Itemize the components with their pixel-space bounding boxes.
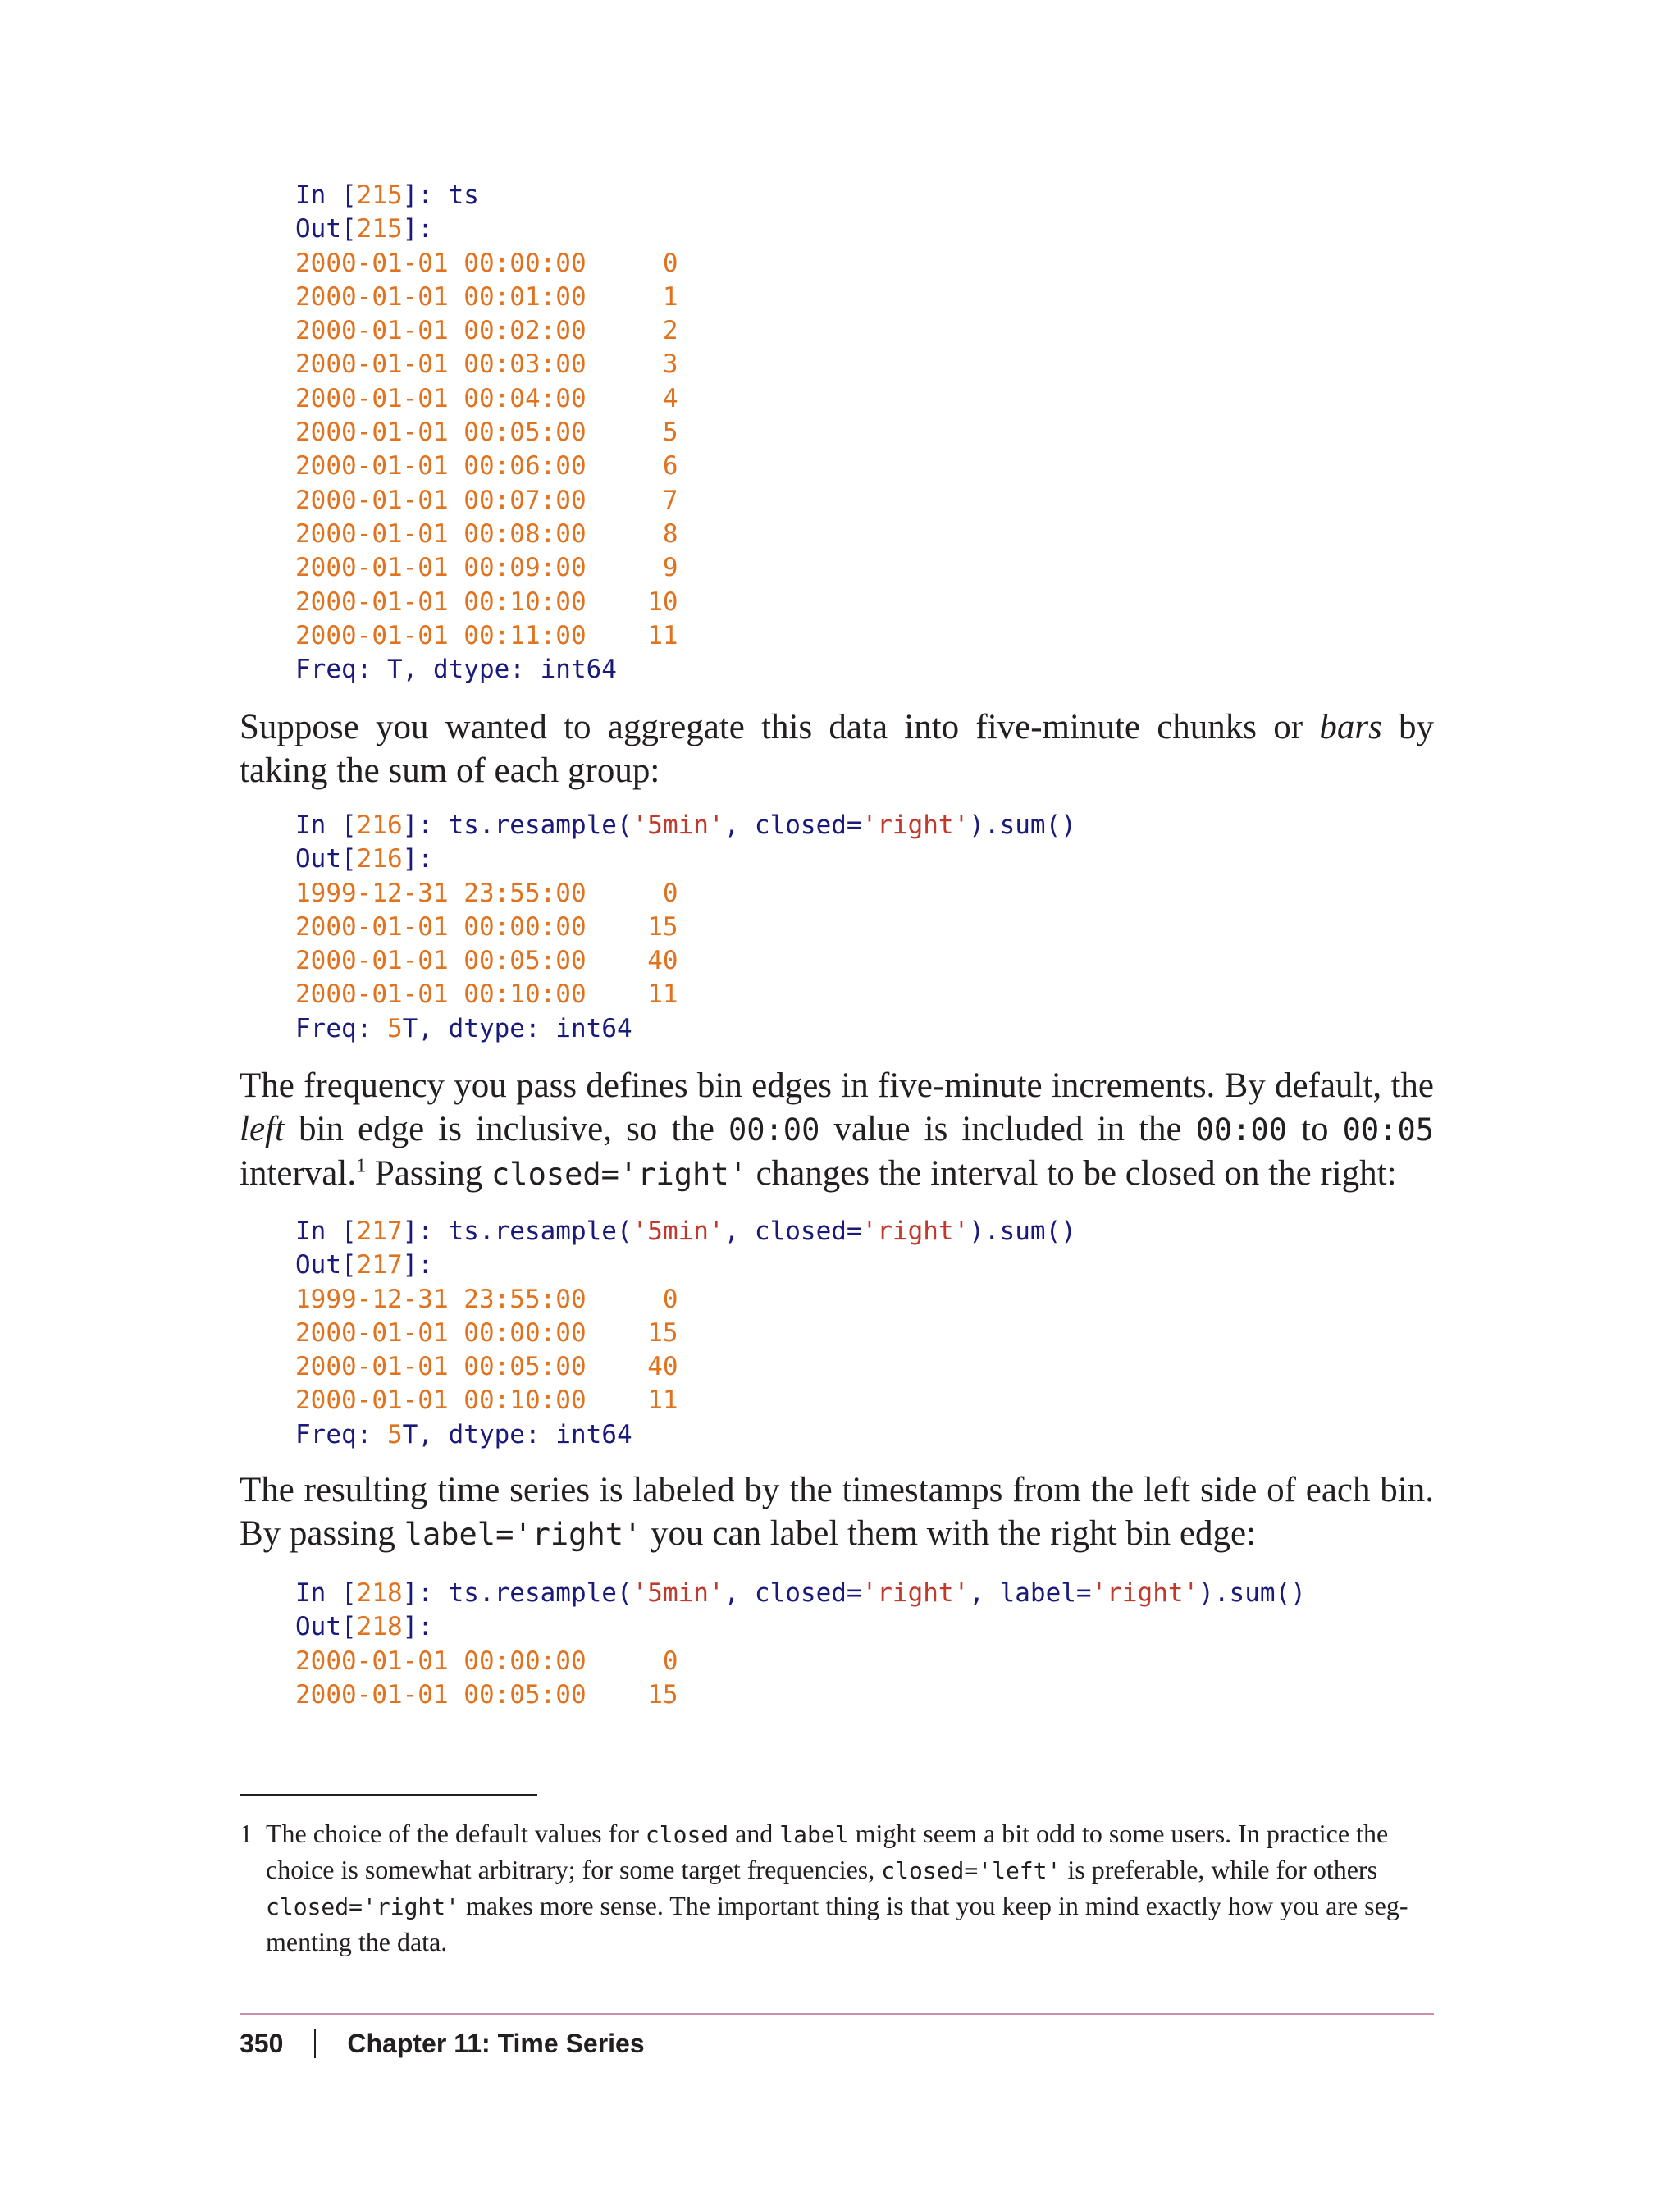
code-line <box>295 1645 1306 1678</box>
code-token: In [ <box>295 180 357 210</box>
code-token: 2000-01-01 00:09:00 9 <box>295 553 678 583</box>
code-line <box>295 212 678 246</box>
code-token: '5min' <box>632 1578 724 1608</box>
code-line <box>295 518 678 551</box>
code-token: ]: <box>402 214 433 244</box>
code-token: ).sum() <box>1198 1578 1306 1608</box>
code-token: 2000-01-01 00:02:00 2 <box>295 316 678 346</box>
code-line <box>295 1283 1076 1317</box>
code-token: 2000-01-01 00:07:00 7 <box>295 485 678 515</box>
inline-code: label='right' <box>404 1517 642 1552</box>
code-token: 2000-01-01 00:04:00 4 <box>295 383 678 413</box>
code-token: In [ <box>295 810 357 840</box>
code-token: In [ <box>295 1578 357 1608</box>
page-number: 350 <box>240 2028 284 2058</box>
code-line <box>295 586 678 619</box>
code-token: 2000-01-01 00:05:00 40 <box>295 946 678 976</box>
code-token: 215 <box>356 180 403 210</box>
inline-code: closed='right' <box>266 1893 460 1920</box>
code-token: 2000-01-01 00:10:00 10 <box>295 587 678 617</box>
code-token: In [ <box>295 1217 357 1246</box>
inline-code: 00:00 <box>728 1112 820 1148</box>
code-line <box>295 450 678 483</box>
code-token: 2000-01-01 00:10:00 11 <box>295 1386 678 1416</box>
code-token: ]: ts.resample( <box>402 1217 632 1246</box>
code-token: ]: ts <box>402 180 479 210</box>
code-token: Out[ <box>295 1612 357 1642</box>
code-token: 2000-01-01 00:08:00 8 <box>295 518 678 549</box>
code-token: 217 <box>356 1217 403 1246</box>
footnote-reference: 1 <box>356 1155 367 1177</box>
code-token: 2000-01-01 00:05:00 40 <box>295 1352 678 1382</box>
inline-code: closed='right' <box>491 1157 747 1192</box>
code-block-in-216 <box>295 809 1076 1046</box>
code-token: 2000-01-01 00:00:00 15 <box>295 1317 678 1348</box>
code-token: 218 <box>356 1578 403 1608</box>
text-run: by taking the sum of each group: <box>240 708 1435 790</box>
text-run: bars <box>1319 708 1382 746</box>
code-token: '5min' <box>632 1217 724 1246</box>
code-line <box>295 944 1076 978</box>
code-line <box>295 314 678 348</box>
code-line <box>295 1384 1076 1418</box>
code-token: 217 <box>356 1250 403 1281</box>
text-run: The resulting time series is labeled by the timestamps from the left side of each bin. By passing <box>240 1471 1434 1553</box>
inline-code: closed='left' <box>881 1857 1061 1884</box>
code-line <box>295 1610 1306 1644</box>
code-line <box>295 1678 1306 1712</box>
code-token: 2000-01-01 00:11:00 11 <box>295 620 678 651</box>
code-token: , closed= <box>724 1217 862 1246</box>
code-line <box>295 1418 1076 1452</box>
footnote <box>240 1816 1434 1960</box>
code-block-in-217 <box>295 1215 1076 1452</box>
code-token: Out[ <box>295 844 357 874</box>
inline-code: label <box>779 1821 849 1848</box>
page-footer <box>240 2023 645 2064</box>
code-token: ]: <box>402 1612 433 1642</box>
code-token: Freq: T, dtype: int64 <box>295 655 617 685</box>
footer-separator <box>314 2029 316 2058</box>
code-token: ).sum() <box>969 1217 1076 1246</box>
code-token: 'right' <box>861 1217 970 1246</box>
code-token: 2000-01-01 00:05:00 5 <box>295 418 678 448</box>
code-token: Freq: <box>295 1419 387 1449</box>
text-run: bin edge is inclusive, so the <box>284 1110 728 1148</box>
code-token: Out[ <box>295 1250 357 1281</box>
code-block-in-218 <box>295 1577 1306 1712</box>
code-token: 'right' <box>861 810 970 840</box>
code-line <box>295 809 1076 842</box>
inline-code: 00:05 <box>1342 1112 1435 1148</box>
code-token: ).sum() <box>969 810 1076 840</box>
code-token: Out[ <box>295 214 357 244</box>
code-token: 'right' <box>1091 1578 1199 1608</box>
code-token: 215 <box>356 214 403 244</box>
code-line <box>295 978 1076 1011</box>
code-line <box>295 1012 1076 1046</box>
code-token: 2000-01-01 00:06:00 6 <box>295 451 678 482</box>
code-line <box>295 416 678 450</box>
text-run: is preferable, while for others <box>1061 1855 1378 1884</box>
code-line <box>295 1249 1076 1282</box>
code-token: , closed= <box>724 1578 862 1608</box>
paragraph-bin-edges <box>240 1064 1434 1196</box>
code-line <box>295 911 1076 944</box>
code-token: ]: ts.resample( <box>402 810 632 840</box>
code-token: 'right' <box>861 1578 970 1608</box>
code-token: Freq: <box>295 1013 387 1043</box>
code-line <box>295 1215 1076 1249</box>
code-token: 2000-01-01 00:10:00 11 <box>295 979 678 1010</box>
text-run: The frequency you pass defines bin edges in five-minute increments. By default, the <box>240 1066 1434 1105</box>
code-token: 1999-12-31 23:55:00 0 <box>295 878 678 908</box>
code-line <box>295 179 678 212</box>
text-run: and <box>728 1819 780 1848</box>
code-token: 2000-01-01 00:00:00 0 <box>295 1646 678 1676</box>
code-token: 2000-01-01 00:03:00 3 <box>295 349 678 380</box>
text-run: might seem a bit odd to some users. In practice the choice is somewhat arbitrary; for some target frequencies, <box>266 1819 1389 1884</box>
code-token: 2000-01-01 00:05:00 15 <box>295 1679 678 1710</box>
code-token: T, dtype: int64 <box>402 1419 632 1449</box>
footnote-rule <box>240 1794 537 1796</box>
footnote-number: 1 <box>240 1819 253 1848</box>
footnote-text <box>266 1816 1434 1960</box>
code-line <box>295 348 678 381</box>
code-token: 5 <box>386 1419 403 1449</box>
text-run: changes the interval to be closed on the right: <box>746 1154 1397 1193</box>
code-token: T, dtype: int64 <box>402 1013 632 1043</box>
code-line <box>295 877 1076 911</box>
code-token: 216 <box>356 810 403 840</box>
code-token: ]: ts.resample( <box>402 1578 632 1608</box>
code-line <box>295 247 678 281</box>
text-run: interval. <box>240 1154 357 1193</box>
code-token: '5min' <box>632 810 724 840</box>
code-line <box>295 619 678 653</box>
code-line <box>295 1577 1306 1610</box>
text-run: value is included in the <box>819 1110 1196 1148</box>
text-run: The choice of the default values for <box>266 1819 646 1848</box>
code-line <box>295 653 678 687</box>
inline-code: closed <box>645 1821 729 1848</box>
code-line <box>295 281 678 314</box>
text-run: Passing <box>366 1154 492 1193</box>
footer-rule <box>240 2013 1434 2015</box>
code-token: 2000-01-01 00:01:00 1 <box>295 281 678 312</box>
code-line <box>295 1317 1076 1350</box>
text-run: to <box>1287 1110 1343 1148</box>
code-line <box>295 842 1076 876</box>
code-token: ]: <box>402 844 433 874</box>
code-token: 2000-01-01 00:00:00 15 <box>295 911 678 942</box>
paragraph-aggregate <box>240 705 1434 792</box>
code-token: , label= <box>969 1578 1092 1608</box>
text-run: Suppose you wanted to aggregate this data into five-minute chunks or <box>240 708 1320 746</box>
text-run: left <box>240 1110 285 1148</box>
text-run: you can label them with the right bin edge: <box>641 1514 1257 1553</box>
code-line <box>295 551 678 585</box>
code-line <box>295 1350 1076 1384</box>
code-token: , closed= <box>724 810 862 840</box>
code-line <box>295 382 678 416</box>
code-token: ]: <box>402 1250 433 1281</box>
code-line <box>295 484 678 518</box>
code-token: 2000-01-01 00:00:00 0 <box>295 248 678 278</box>
code-token: 218 <box>356 1612 403 1642</box>
inline-code: 00:00 <box>1195 1112 1288 1148</box>
code-token: 5 <box>386 1013 403 1043</box>
chapter-title: Chapter 11: Time Series <box>347 2028 645 2058</box>
paragraph-label-right <box>240 1468 1434 1556</box>
code-token: 1999-12-31 23:55:00 0 <box>295 1284 678 1314</box>
code-block-in-215 <box>295 179 678 687</box>
text-run: makes more sense. The important thing is that you keep in mind exactly how you are seg-menting the data. <box>266 1891 1408 1956</box>
code-token: 216 <box>356 844 403 874</box>
